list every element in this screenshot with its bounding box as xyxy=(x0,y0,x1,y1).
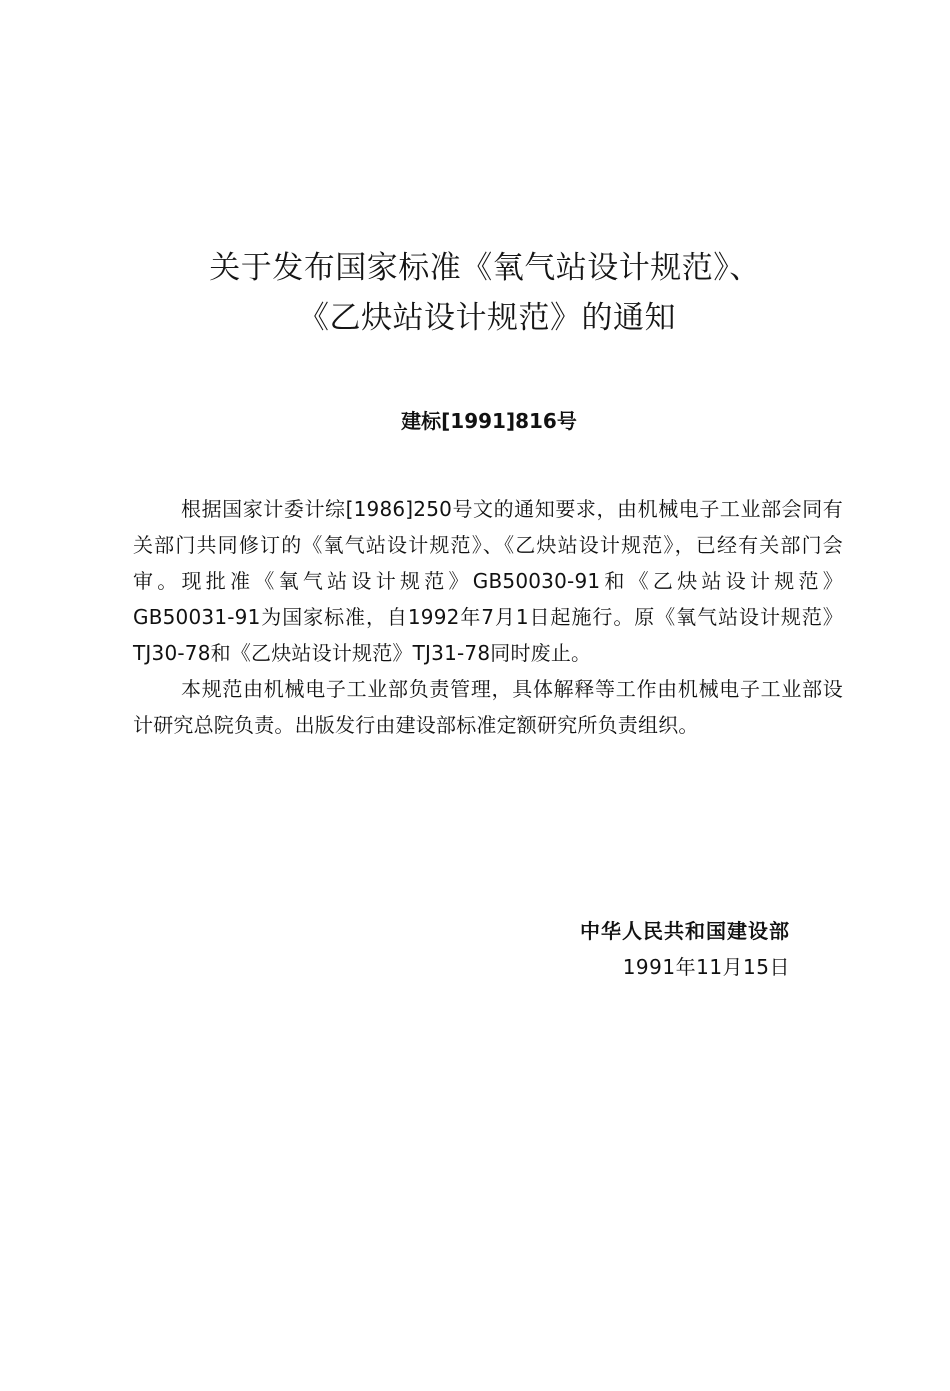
document-body xyxy=(133,491,843,743)
title-line-2: 《乙炔站设计规范》的通知 xyxy=(298,300,676,336)
body-paragraph-1: 根据国家计委计综[1986]250号文的通知要求，由机械电子工业部会同有关部门共同修订的《氧气站设计规范》、《乙炔站设计规范》，已经有关部门会审。现批准《氧气站设计规范》GB50030-91和《乙炔站设计规范》GB50031-91为国家标准，自1992年7月1日起施行。原《氧气站设计规范》TJ30-78和《乙炔站设计规范》TJ31-78同时废止。 xyxy=(133,497,843,665)
signature-date: 1991年11月15日 xyxy=(622,955,790,979)
title-line-1: 关于发布国家标准《氧气站设计规范》、 xyxy=(209,250,761,286)
signature-block xyxy=(500,914,790,984)
body-paragraph-2: 本规范由机械电子工业部负责管理，具体解释等工作由机械电子工业部设计研究总院负责。出版发行由建设部标准定额研究所负责组织。 xyxy=(133,677,843,737)
document-number: 建标[1991]816号 xyxy=(401,409,577,433)
signature-organization: 中华人民共和国建设部 xyxy=(580,919,790,943)
document-title xyxy=(0,243,950,343)
